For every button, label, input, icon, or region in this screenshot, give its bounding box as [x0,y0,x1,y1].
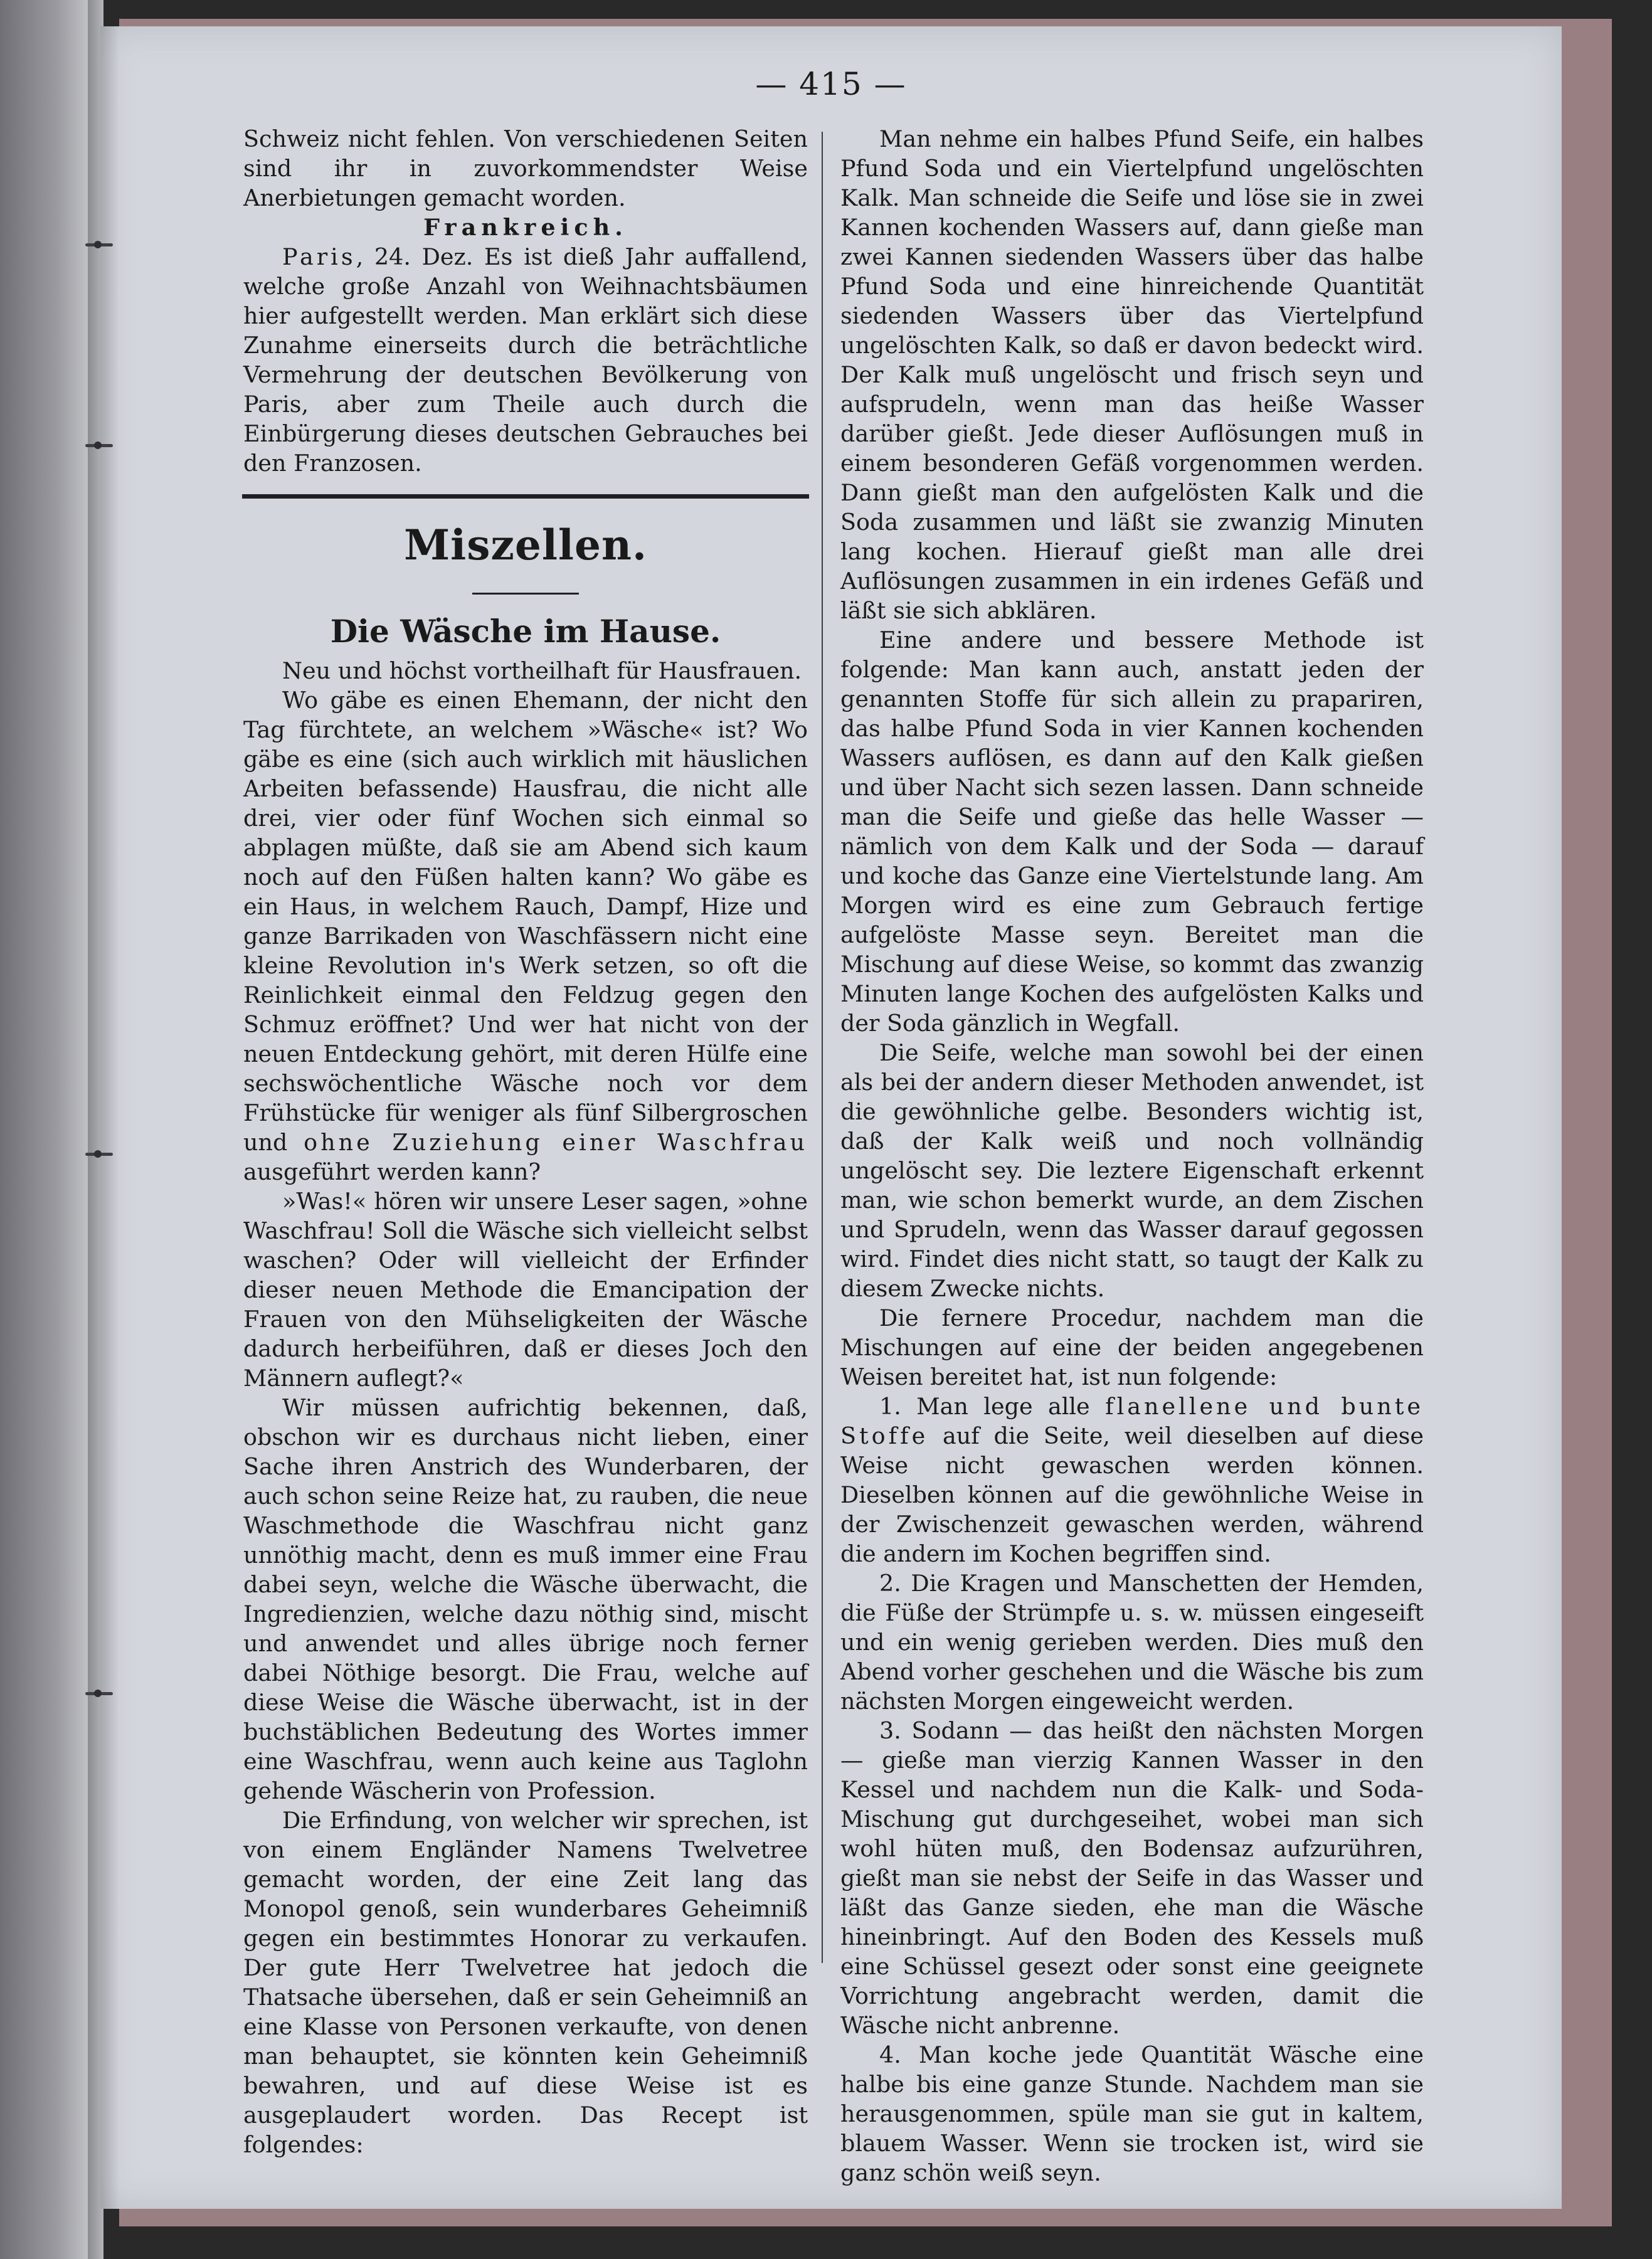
list-item-text: auf die Seite, weil dieselben auf diese Weise nicht gewaschen werden können. Dieselben können auf die gewöhnliche Weise in der Zwischenzeit gewaschen werden, während die andern im Kochen begriffen sind. [840,1422,1424,1567]
paragraph-text: ausgeführt werden kann? [243,1158,541,1185]
spaced-phrase: flanellene und bunte Stoffe [840,1393,1424,1449]
column-divider [822,132,823,1963]
gutter-shadow [88,0,119,2259]
paragraph-text: Wo gäbe es einen Ehemann, der nicht den Tag fürchtete, an welchem »Wäsche« ist? Wo gäbe es eine (sich auch wirklich mit häuslichen Arbeiten befassende) Hausfrau, die nicht alle drei, vier oder fünf Wochen sich einmal so abplagen müßte, daß sie am Abend sich kaum noch auf den Füßen halten kann? Wo gäbe es ein Haus, in welchem Rauch, Dampf, Hize und ganze Barrikaden von Waschfässern nicht eine kleine Revolution in's Werk setzen, so oft die Reinlichkeit einmal den Feldzug gegen den Schmuz eröffnet? Und wer hat nicht von der neuen Entdeckung gehört, mit deren Hülfe eine sechswöchentliche Wäsche noch vor dem Frühstücke für weniger als fünf Silbergroschen und [243,687,808,1156]
paragraph: Wir müssen aufrichtig bekennen, daß, obschon wir es durchaus nicht lieben, einer Sache ihren Anstrich des Wunderbaren, der auch schon seine Reize hat, zu rauben, die neue Waschmethode die Waschfrau nicht ganz unnöthig macht, denn es muß immer eine Frau dabei seyn, welche die Wäsche überwacht, die Ingredienzien, welche dazu nöthig sind, mischt und anwendet und alles übrige noch ferner dabei Nöthige besorgt. Die Frau, welche auf diese Weise die Wäsche überwacht, ist in der buchstäblichen Bedeutung des Wortes immer eine Waschfrau, wenn auch keine aus Taglohn gehende Wäscherin von Profession. [243,1394,808,1804]
list-item [840,1392,1424,1569]
paragraph: Man nehme ein halbes Pfund Seife, ein halbes Pfund Soda und ein Viertelpfund ungelöschten Kalk. Man schneide die Seife und löse sie in zwei Kannen kochenden Wassers auf, dann gieße man zwei Kannen siedenden Wassers über das halbe Pfund Soda und eine hinreichende Quantität siedenden Wassers über das Viertelpfund ungelöschten Kalk, so daß er davon bedeckt wird. Der Kalk muß ungelöscht und frisch seyn und aufsprudeln, wenn man das heiße Wasser darüber gießt. Jede dieser Auflösungen muß in einem besonderen Gefäß vorgenommen werden. Dann gießt man den aufgelösten Kalk und die Soda zusammen und läßt sie zwanzig Minuten lang kochen. Hierauf gießt man alle drei Auflösungen zusammen in ein irdenes Gefäß und läßt sie sich abklären. [840,125,1424,624]
binding-stitch [80,439,118,453]
paragraph: Die Erfindung, von welcher wir sprechen, ist von einem Engländer Namens Twelvetree gemacht worden, der eine Zeit lang das Monopol genoß, sein wunderbares Geheimniß gegen ein bestimmtes Honorar zu verkaufen. Der gute Herr Twelvetree hat jedoch die Thatsache übersehen, daß er sein Geheimniß an eine Klasse von Personen verkaufte, von denen man behauptet, sie könnten kein Geheimniß bewahren, und auf diese Weise ist es ausgeplaudert worden. Das Recept ist folgendes: [243,1807,808,2158]
paris-text: Es ist dieß Jahr auffallend, welche große Anzahl von Weihnachtsbäumen hier aufgestellt werden. Man erklärt sich diese Zunahme einerseits durch die beträchtliche Vermehrung der deutschen Bevölkerung von Paris, aber zum Theile auch durch die Einbürgerung dieses deutschen Gebrauches bei den Franzosen. [243,243,808,477]
country-heading: Frankreich. [423,214,628,241]
binding-stitch [80,1148,118,1161]
list-item: 2. Die Kragen und Manschetten der Hemden, die Füße der Strümpfe u. s. w. müssen eingeseift und ein wenig gerieben werden. Dies muß den Abend vorher geschehen und die Wäsche bis zum nächsten Morgen eingeweicht werden. [840,1570,1424,1715]
paris-paragraph [243,242,808,478]
paragraph: »Was!« hören wir unsere Leser sagen, »ohne Waschfrau! Soll die Wäsche sich vielleicht selbst waschen? Oder will vielleicht der Erfinder dieser neuen Methode die Emancipation der Frauen von den Mühseligkeiten der Wäsche dadurch herbeiführen, daß er dieses Joch den Männern auflegt?« [243,1188,808,1392]
spaced-phrase: ohne Zuziehung einer Waschfrau [304,1129,808,1156]
paris-place: Paris [282,243,356,270]
paris-date: , 24. Dez. [356,243,474,270]
article-title: Die Wäsche im Hause. [330,613,721,650]
paragraph: Die Seife, welche man sowohl bei der einen als bei der andern dieser Methoden anwendet, ist die gewöhnliche gelbe. Besonders wichtig ist, daß der Kalk weiß und noch vollnändig ungelöscht sey. Die leztere Eigenschaft erkennt man, wie schon bemerkt wurde, an dem Zischen und Sprudeln, wenn das Wasser darauf gegossen wird. Findet dies nicht statt, so taugt der Kalk zu diesem Zwecke nichts. [840,1039,1424,1302]
list-item: 4. Man koche jede Quantität Wäsche eine halbe bis eine ganze Stunde. Nachdem man sie herausgenommen, spüle man sie gut in kaltem, blauem Wasser. Wenn sie trocken ist, wird sie ganz schön weiß seyn. [840,2041,1424,2186]
list-item-text: 1. Man lege alle [879,1393,1106,1420]
paragraph: Eine andere und bessere Methode ist folgende: Man kann auch, anstatt jeden der genannten Stoffe für sich allein zu prapariren, das halbe Pfund Soda in vier Kannen kochenden Wassers auflösen, es dann auf den Kalk gießen und über Nacht sich sezen lassen. Dann schneide man die Seife und gieße das helle Wasser — nämlich von dem Kalk und der Soda — darauf und koche das Ganze eine Viertelstunde lang. Am Morgen wird es eine zum Gebrauch fertige aufgelöste Masse seyn. Bereitet man die Mischung auf diese Weise, so kommt das zwanzig Minuten lange Kochen des aufgelösten Kalks und der Soda gänzlich in Wegfall. [840,627,1424,1037]
paragraph: Die fernere Procedur, nachdem man die Mischungen auf eine der beiden angegebenen Weisen bereitet hat, ist nun folgende: [840,1304,1424,1390]
binding-stitch [80,238,118,252]
left-column [243,124,808,2159]
paragraph [243,685,808,1187]
list-item: 3. Sodann — das heißt den nächsten Morgen — gieße man vierzig Kannen Wasser in den Kessel und nachdem nun die Kalk- und Soda-Mischung gut durchgeseihet, wobei man sich wohl hüten muß, den Bodensaz aufzurühren, gießt man sie nebst der Seife in das Wasser und läßt das Ganze sieden, ehe man die Wäsche hineinbringt. Auf den Boden des Kessels muß eine Schüssel gesezt oder sonst eine geeignete Vorrichtung angebracht werden, damit die Wäsche nicht anbrenne. [840,1717,1424,2039]
intro-paragraph: Schweiz nicht fehlen. Von verschiedenen Seiten sind ihr in zuvorkommendster Weise Anerbietungen gemacht worden. [243,125,808,211]
section-divider [242,494,809,499]
page-number: — 415 — [755,66,907,102]
article-subtitle: Neu und höchst vortheilhaft für Hausfrauen. [282,657,802,684]
binding-stitch [80,1687,118,1701]
title-rule [472,593,579,595]
section-title: Miszellen. [404,521,647,569]
right-column [840,124,1424,2188]
